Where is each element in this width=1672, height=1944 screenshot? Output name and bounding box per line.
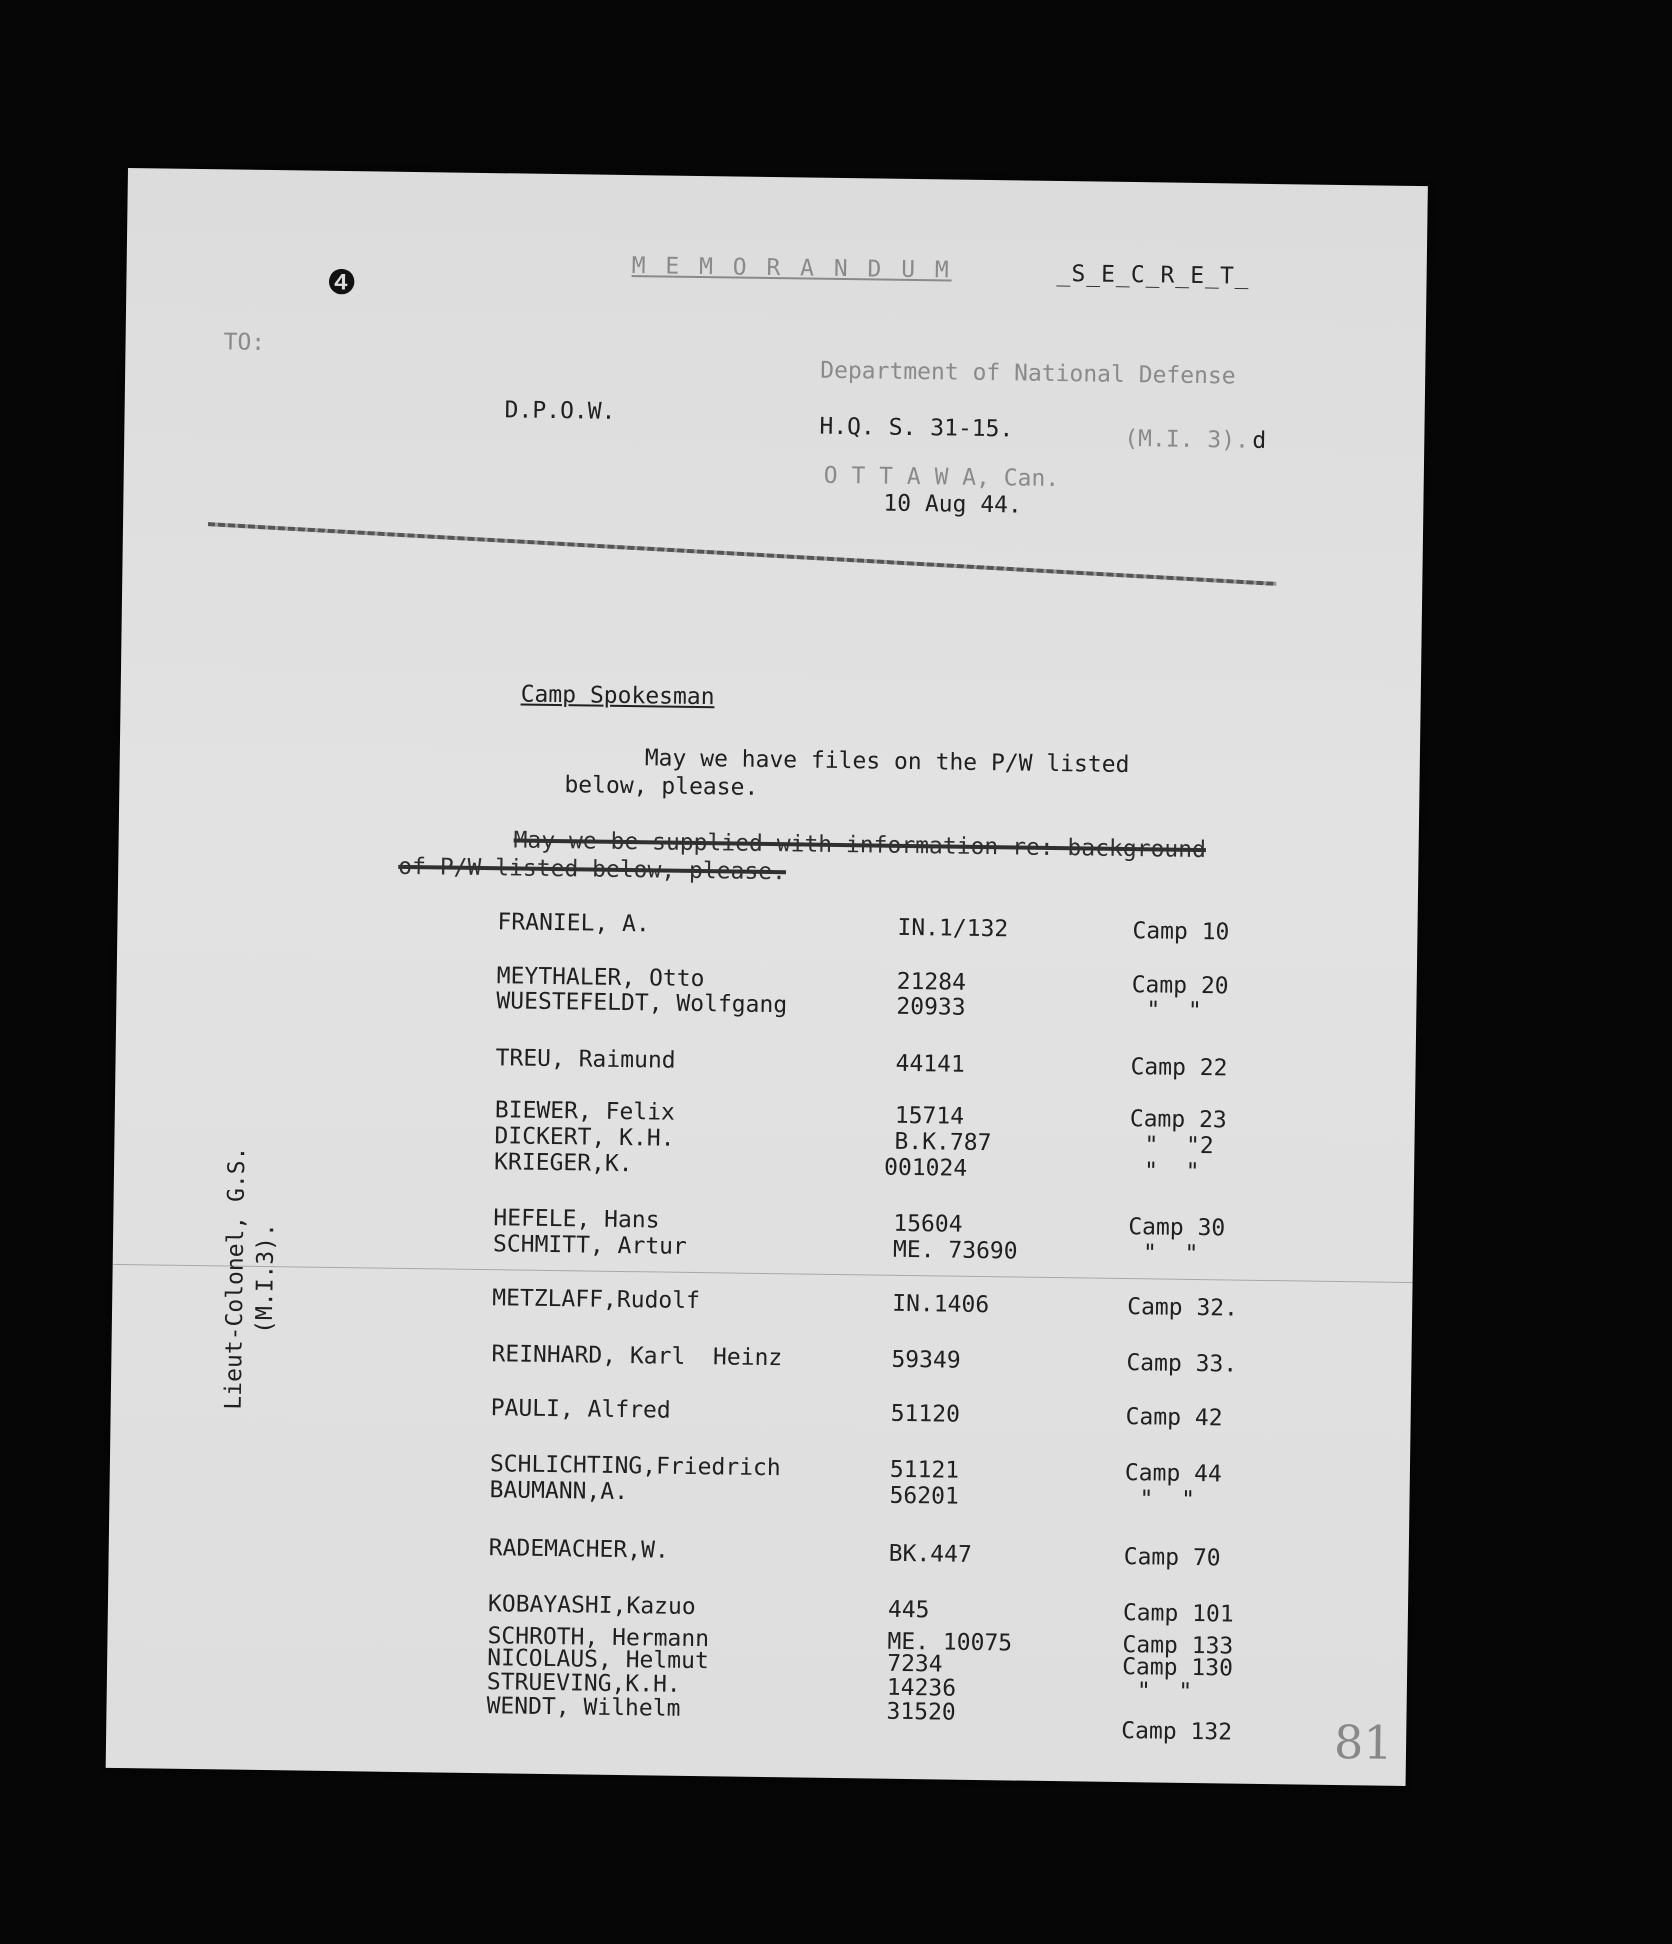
prisoner-name: MEYTHALER, Otto [496, 963, 705, 993]
prisoner-name: PAULI, Alfred [490, 1395, 671, 1424]
prisoner-name: BIEWER, Felix [494, 1097, 676, 1126]
prisoner-name: FRANIEL, A. [497, 909, 651, 938]
prisoner-camp: Camp 44 [1124, 1460, 1222, 1488]
prisoner-name: TREU, Raimund [495, 1045, 676, 1074]
prisoner-name: WUESTEFELDT, Wolfgang [496, 988, 788, 1019]
prisoner-name: STRUEVING,K.H. [486, 1669, 681, 1698]
memo-title: M E M O R A N D U M [631, 253, 952, 284]
prisoner-number: 44141 [895, 1050, 965, 1078]
prisoner-number: IN.1/132 [897, 914, 1009, 943]
prisoner-camp: " "2 [1144, 1132, 1214, 1160]
prisoner-number: ME. 10075 [887, 1628, 1013, 1657]
signature-title: Lieut-Colonel, G.S. [220, 1146, 251, 1410]
prisoner-number: 7234 [887, 1650, 943, 1678]
prisoner-camp: " " [1142, 1240, 1199, 1268]
prisoner-number: 14236 [886, 1674, 957, 1702]
prisoner-camp: Camp 10 [1132, 918, 1230, 946]
reference-suffix: d [1252, 427, 1267, 454]
struck-line-1: May we be supplied with information re: background [513, 827, 1207, 864]
prisoner-number: 20933 [896, 993, 966, 1021]
request-line-2: below, please. [564, 772, 759, 801]
prisoner-camp: Camp 22 [1130, 1054, 1228, 1082]
prisoner-name: METZLAFF,Rudolf [492, 1285, 701, 1315]
prisoner-name: SCHROTH, Hermann [487, 1623, 710, 1653]
prisoner-camp: Camp 132 [1121, 1718, 1233, 1746]
punch-mark: ❹ [326, 262, 358, 304]
signature-branch: (M.I.3). [251, 1222, 280, 1335]
signature-block [219, 1146, 283, 1410]
to-label: TO: [223, 329, 266, 356]
prisoner-name: SCHLICHTING,Friedrich [489, 1451, 781, 1482]
prisoner-number: 56201 [889, 1482, 959, 1510]
prisoner-camp: Camp 42 [1125, 1404, 1223, 1432]
prisoner-camp: Camp 133 [1122, 1632, 1234, 1660]
memorandum-page [106, 168, 1428, 1786]
prisoner-name: HEFELE, Hans [493, 1205, 660, 1234]
prisoner-name: NICOLAUS, Helmut [487, 1645, 709, 1675]
classification-stamp: _S_E_C_R_E_T_ [1056, 260, 1250, 290]
prisoner-number: 15604 [893, 1210, 963, 1238]
header-rule [208, 522, 1277, 586]
prisoner-number: B.K.787 [894, 1128, 992, 1157]
prisoner-camp: Camp 23 [1129, 1106, 1227, 1134]
prisoner-camp: " " [1146, 997, 1202, 1025]
prisoner-camp: " " [1139, 1486, 1196, 1514]
department-name: Department of National Defense [820, 357, 1236, 390]
prisoner-camp: Camp 130 [1121, 1654, 1234, 1682]
prisoner-number: ME. 73690 [892, 1236, 1018, 1265]
prisoner-number: 445 [887, 1596, 930, 1624]
addressee: D.P.O.W. [504, 397, 616, 425]
prisoner-name: SCHMITT, Artur [492, 1231, 688, 1260]
prisoner-camp: Camp 101 [1122, 1600, 1234, 1628]
prisoner-name: BAUMANN,A. [489, 1477, 629, 1506]
struck-line-2: of P/W listed below, please. [398, 853, 787, 886]
prisoner-number: BK.447 [888, 1540, 972, 1568]
fold-line [113, 1264, 1413, 1283]
prisoner-camp: Camp 70 [1123, 1544, 1221, 1572]
prisoner-number: 15714 [894, 1102, 965, 1130]
request-line-1: May we have files on the P/W listed [644, 745, 1130, 779]
prisoner-number: IN.1406 [892, 1290, 990, 1319]
prisoner-name: WENDT, Wilhelm [486, 1693, 681, 1722]
prisoner-number: 21284 [896, 968, 967, 996]
prisoner-number: 31520 [886, 1698, 956, 1726]
prisoner-number: 51120 [890, 1400, 961, 1428]
prisoner-camp: " " [1136, 1678, 1193, 1706]
prisoner-name: REINHARD, Karl Heinz [491, 1341, 783, 1372]
prisoner-camp: " " [1143, 1158, 1200, 1186]
prisoner-name: KOBAYASHI,Kazuo [487, 1591, 696, 1621]
prisoner-camp: Camp 32. [1127, 1294, 1239, 1322]
prisoner-camp: Camp 30 [1128, 1214, 1226, 1242]
prisoner-name: KRIEGER,K. [493, 1149, 633, 1178]
handwritten-mark: 81 [1333, 1714, 1394, 1770]
prisoner-camp: Camp 33. [1126, 1350, 1238, 1378]
prisoner-camp: Camp 20 [1131, 972, 1229, 1000]
hq-reference: H.Q. S. 31-15. [819, 413, 1014, 443]
prisoner-number: 001024 [883, 1154, 968, 1182]
branch-reference: (M.I. 3). [1124, 425, 1250, 454]
recipient-heading: Camp Spokesman [520, 681, 715, 711]
memo-date: 10 Aug 44. [883, 490, 1023, 519]
prisoner-number: 59349 [891, 1346, 961, 1374]
prisoner-name: RADEMACHER,W. [488, 1535, 669, 1564]
prisoner-name: DICKERT, K.H. [494, 1123, 675, 1152]
prisoner-number: 51121 [889, 1456, 960, 1484]
location: O T T A W A, Can. [823, 462, 1060, 493]
